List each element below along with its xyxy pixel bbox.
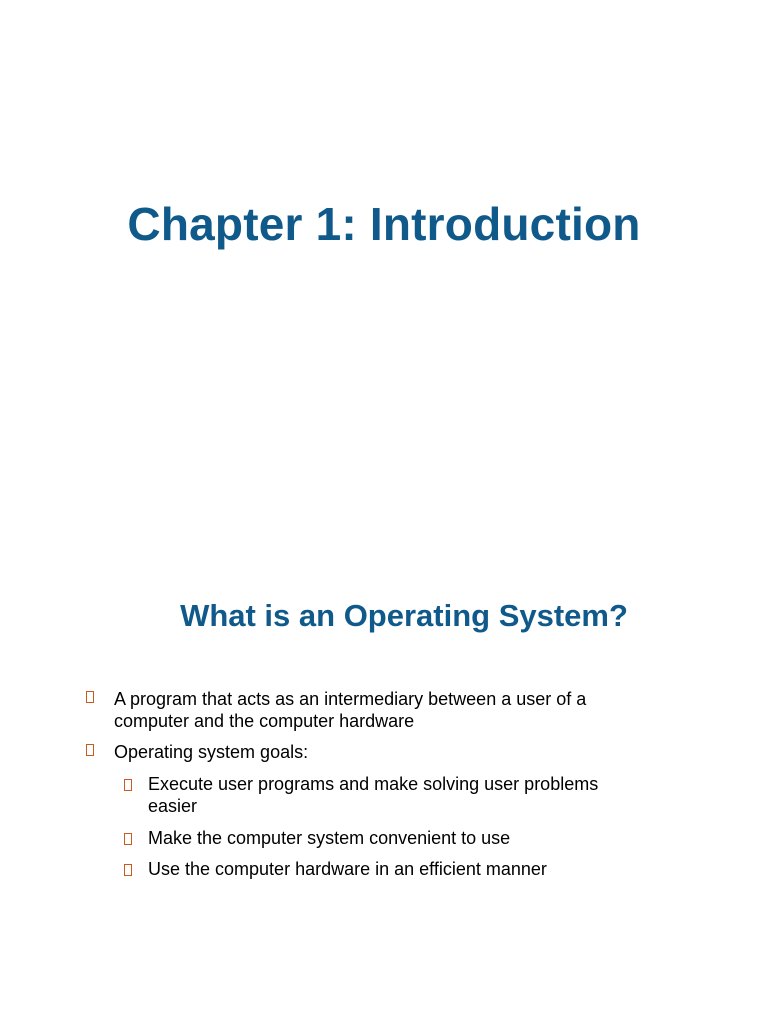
section-title: What is an Operating System? [180,598,628,633]
sub-bullet-text-line: Execute user programs and make solving user problems [148,774,599,794]
sub-bullet-text-line: Make the computer system convenient to use [148,828,511,848]
sub-bullet-text-line: Use the computer hardware in an efficient manner [148,859,547,879]
square-bullet-icon [86,744,94,756]
sub-bullet-text-line: easier [148,796,198,816]
square-bullet-icon [86,691,94,703]
square-bullet-icon [124,833,132,845]
square-bullet-icon [124,779,132,791]
bullet-text-line: Operating system goals: [114,742,309,762]
square-bullet-icon [124,864,132,876]
chapter-title: Chapter 1: Introduction [127,198,641,250]
bullet-text-line: computer and the computer hardware [114,711,415,731]
bullet-text-line: A program that acts as an intermediary between a user of a [114,689,587,709]
